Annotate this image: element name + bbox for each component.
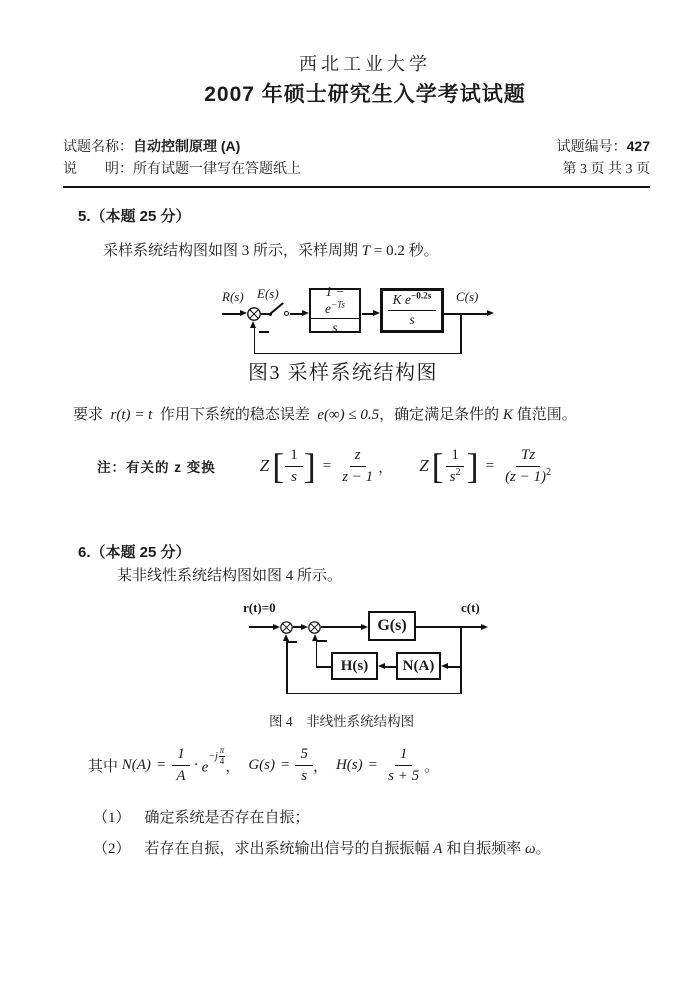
fig4-G-arrowhead-icon [361,624,368,630]
fraction-denominator: s [449,468,456,485]
fig3-input-line [222,313,242,315]
fig3-zoh-denominator: s [332,320,338,336]
fig3-output-signal-label: C(s) [456,289,479,304]
fraction-denominator: A [176,767,186,784]
fig4-H-block [331,652,378,680]
figure3-caption: 图3 采样系统结构图 [248,362,438,384]
fraction-numerator: Tz [516,446,540,467]
fig3-plant-transfer-function [388,292,437,329]
fig4-outer-feedback-arrowhead-icon [283,634,289,641]
fraction-numerator: z [350,446,366,467]
fig3-plant-denominator: s [409,312,415,327]
fig3-input-arrowhead-icon [240,310,247,316]
fig4-G-label: G(s) [377,617,407,634]
q5-req-math-error: e(∞) ≤ 0.5 [317,407,380,423]
fig4-line-N-to-H [385,666,396,668]
q5-req-text-1: 要求 [73,407,111,423]
fig3-feedback-bottom-line [254,353,462,355]
q6-G-fraction [295,745,313,786]
item-number: （2） [93,841,131,857]
fig4-minus-sign-outer [287,641,297,643]
q5-intro-math-T: T [361,243,371,259]
exam-info-table [63,136,650,188]
fig4-output-signal-label: c(t) [461,600,480,615]
exponent-pi-over-4 [219,746,226,767]
fig3-zoh-transfer-function [311,284,359,338]
fig3-error-signal-label: E(s) [257,286,279,301]
exam-name-cell [63,136,240,156]
q5-req-text-4: 值范围。 [512,407,577,423]
fig4-N-block [396,652,441,680]
q5-intro-text: 采样系统结构图如图 3 所示，采样周期 [103,243,362,259]
z-transform-formula-1 [260,446,393,487]
z-result-fraction-1 [337,446,378,487]
exam-title: 2007 年硕士研究生入学考试试题 [204,83,526,106]
fig3-line-between-blocks [362,313,373,315]
figure4-block-diagram [243,598,498,698]
fig4-summing-junction2-icon [308,621,321,634]
item-text-1: 若存在自振，求出系统输出信号的自振振幅 [144,841,434,857]
fig4-feedback-branch-line [460,627,462,693]
z-transform-note [97,441,556,491]
question5-requirement [73,403,577,424]
z-transform-formula-2 [419,446,556,487]
fraction-numerator: 1 [395,745,413,766]
item-text-3: 。 [535,841,551,857]
item-text-2: 和自振频率 [442,841,525,857]
fraction-numerator: 1 [172,745,190,766]
fig4-H-label: H(s) [340,657,369,674]
exam-note-value: 所有试题一律写在答题纸上 [133,162,301,177]
fig3-sampler-switch-icon [270,302,284,314]
q5-req-math-K: K [502,407,513,423]
equals-sign: = [280,756,290,773]
right-bracket: ] [303,445,316,486]
exam-number-label: 试题编号： [556,140,627,155]
question6-item-1 [93,806,310,827]
q6-H-fraction [383,745,424,786]
question6-heading: 6.（本题 25 分） [78,544,191,561]
fig3-plant-numerator: K e [392,292,412,308]
fraction-denominator: 4 [219,756,225,767]
fig4-H-arrowhead-icon [378,663,385,669]
university-name: 西北工业大学 [299,54,431,74]
fig3-input-signal-label: R(s) [222,289,244,304]
exam-note-label: 说 明： [63,162,133,177]
fig4-line-H-to-corner [316,666,332,668]
fraction-numerator: 1 [446,446,464,467]
exam-info-row-2 [63,158,650,180]
equals-sign: = [368,756,378,773]
item-number: （1） [93,810,131,826]
multiplication-dot: · [193,756,199,773]
question5-intro [103,239,439,260]
fig4-N-label: N(A) [402,657,435,674]
exponent-2: 2 [546,466,552,478]
exam-number-cell [557,136,650,156]
fig3-minus-sign [259,331,269,333]
z-arg-fraction-2 [445,446,466,487]
fig4-line-to-G [321,626,361,628]
fraction-denominator: s [301,767,308,784]
fig4-G-block [368,611,416,641]
fig3-sampler-contact-icon [284,311,289,316]
exam-name-label: 试题名称： [63,140,133,155]
comma: ， [225,758,241,775]
fig3-plant-exponent: −0.2s [411,290,432,301]
fraction-denominator: (z − 1) [505,468,547,485]
frequency-omega: ω [524,841,536,857]
fig3-feedback-branch-line [460,314,462,354]
z-operator: Z [419,456,429,475]
fraction-denominator: z − 1 [342,468,374,485]
fig3-plant-arrowhead-icon [373,310,380,316]
z-transform-note-label: 注：有关的 z 变换 [97,460,216,475]
fig3-plant-block [380,288,444,333]
exam-note-cell [63,158,301,178]
comma: ， [378,459,394,476]
fraction-numerator: 1 [285,446,303,467]
z-result-fraction-2 [500,446,556,487]
q6-exp-term: e $^{-j \frac{\pi}{4}}$ [201,745,225,776]
left-bracket: [ [272,445,285,486]
fig4-minus-sign-inner [317,640,327,642]
question5-heading: 5.（本题 25 分） [78,208,191,225]
figure4-caption: 图 4 非线性系统结构图 [269,714,415,729]
q5-req-text-2: 作用下系统的稳态误差 [152,407,318,423]
q6-N-fraction [171,745,190,786]
fig4-output-arrowhead-icon [481,624,488,630]
fig4-summing-junction1-icon [280,621,293,634]
fig3-zoh-exponent: −Ts [330,299,346,310]
fig4-inner-feedback-arrowhead-icon [312,634,318,641]
fig3-summing-junction-icon [247,307,261,321]
equals-sign: = [156,756,166,773]
fig4-outer-feedback-bottom-line [286,693,462,695]
q6-N-lhs: N(A) [121,756,151,773]
fig4-N-arrowhead-icon [441,663,448,669]
q6-G-lhs: G(s) [248,756,275,773]
fig4-input-signal-label: r(t)=0 [243,600,276,615]
fraction-denominator: s [291,468,297,485]
exam-name-value: 自动控制原理 (A) [133,138,241,154]
z-operator: Z [259,456,270,475]
equals-sign: = [322,457,332,474]
comma: ， [312,758,328,775]
fraction-numerator: 5 [295,745,313,766]
fig4-line-to-N [448,666,460,668]
q5-req-math-rt: r(t) = t [110,407,153,423]
z-arg-fraction-1 [285,446,303,487]
exam-number-value: 427 [626,138,650,154]
left-bracket: [ [431,445,444,486]
exam-info-row-1 [63,136,650,158]
right-bracket: ] [466,445,479,486]
question6-item-2 [93,837,551,858]
fraction-numerator: π [219,745,225,756]
fig4-outer-feedback-up-line [286,641,288,694]
fig4-output-line [416,626,481,628]
fig3-zoh-block [309,283,361,336]
fig3-output-line [444,313,487,315]
fig3-feedback-arrowhead-icon [250,321,256,328]
item-text: 确定系统是否存在自振； [144,810,310,826]
figure3-block-diagram [220,278,505,360]
period: 。 [424,758,440,775]
euler-e: e [201,759,209,776]
q5-intro-text-2: = 0.2 秒。 [370,243,439,259]
fig3-zoh-numerator: 1 − e [324,283,345,316]
fig3-zoh-arrowhead-icon [302,310,309,316]
q6-given-text: 其中 [88,758,122,775]
question6-given-functions [88,740,439,790]
q5-req-text-3: ，确定满足条件的 [379,407,503,423]
exponent-2: 2 [455,466,461,478]
fig4-input-line [249,626,274,628]
q6-H-lhs: H(s) [335,756,363,773]
amplitude-A: A [433,841,443,857]
fig4-inner-feedback-up-line [316,641,318,667]
page-indicator: 第 3 页 共 3 页 [562,162,650,177]
fig4-input-arrowhead-icon [273,624,280,630]
fig3-line-to-zoh [290,313,302,315]
fraction-denominator: s + 5 [388,767,420,784]
fig3-output-arrowhead-icon [487,310,494,316]
equals-sign: = [485,457,495,474]
fig3-feedback-up-line [254,328,256,353]
question6-intro: 某非线性系统结构图如图 4 所示。 [117,568,343,584]
